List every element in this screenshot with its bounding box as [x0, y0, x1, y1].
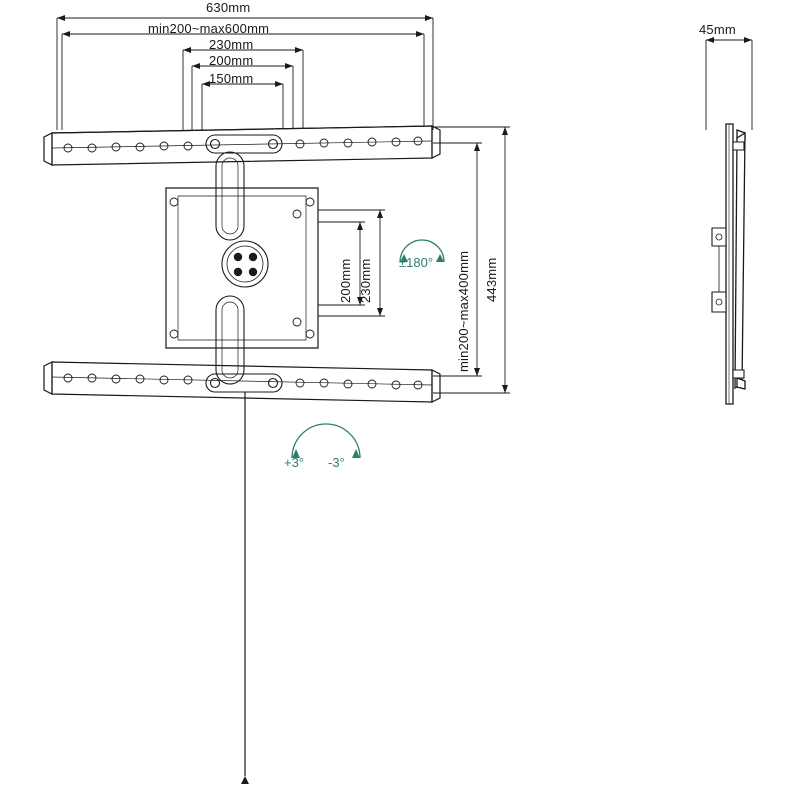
label-width-150: 150mm	[209, 71, 254, 86]
label-height-230: 230mm	[358, 258, 373, 303]
label-swivel-angle: ±180°	[399, 255, 434, 270]
label-width-230: 230mm	[209, 37, 254, 52]
tilt-arc-3deg	[292, 424, 360, 458]
label-vesa-height-range: min200~max400mm	[456, 250, 471, 372]
bottom-rail	[44, 362, 440, 402]
center-wall-plate	[166, 188, 318, 348]
label-overall-width: 630mm	[206, 0, 251, 15]
dimension-150-width	[202, 81, 283, 130]
label-tilt-up-angle: +3°	[284, 455, 305, 470]
label-overall-height: 443mm	[484, 257, 499, 302]
label-height-200: 200mm	[338, 258, 353, 303]
label-width-200: 200mm	[209, 53, 254, 68]
label-tilt-down-angle: -3°	[328, 455, 345, 470]
side-view-wall-plate	[726, 124, 733, 404]
dimension-45-depth	[706, 37, 752, 130]
side-view-screen-bracket	[735, 130, 745, 389]
label-depth-45: 45mm	[699, 22, 736, 37]
side-view-tilt-mechanism	[712, 228, 726, 312]
label-vesa-width-range: min200~max600mm	[148, 21, 270, 36]
plumb-line	[241, 392, 249, 784]
